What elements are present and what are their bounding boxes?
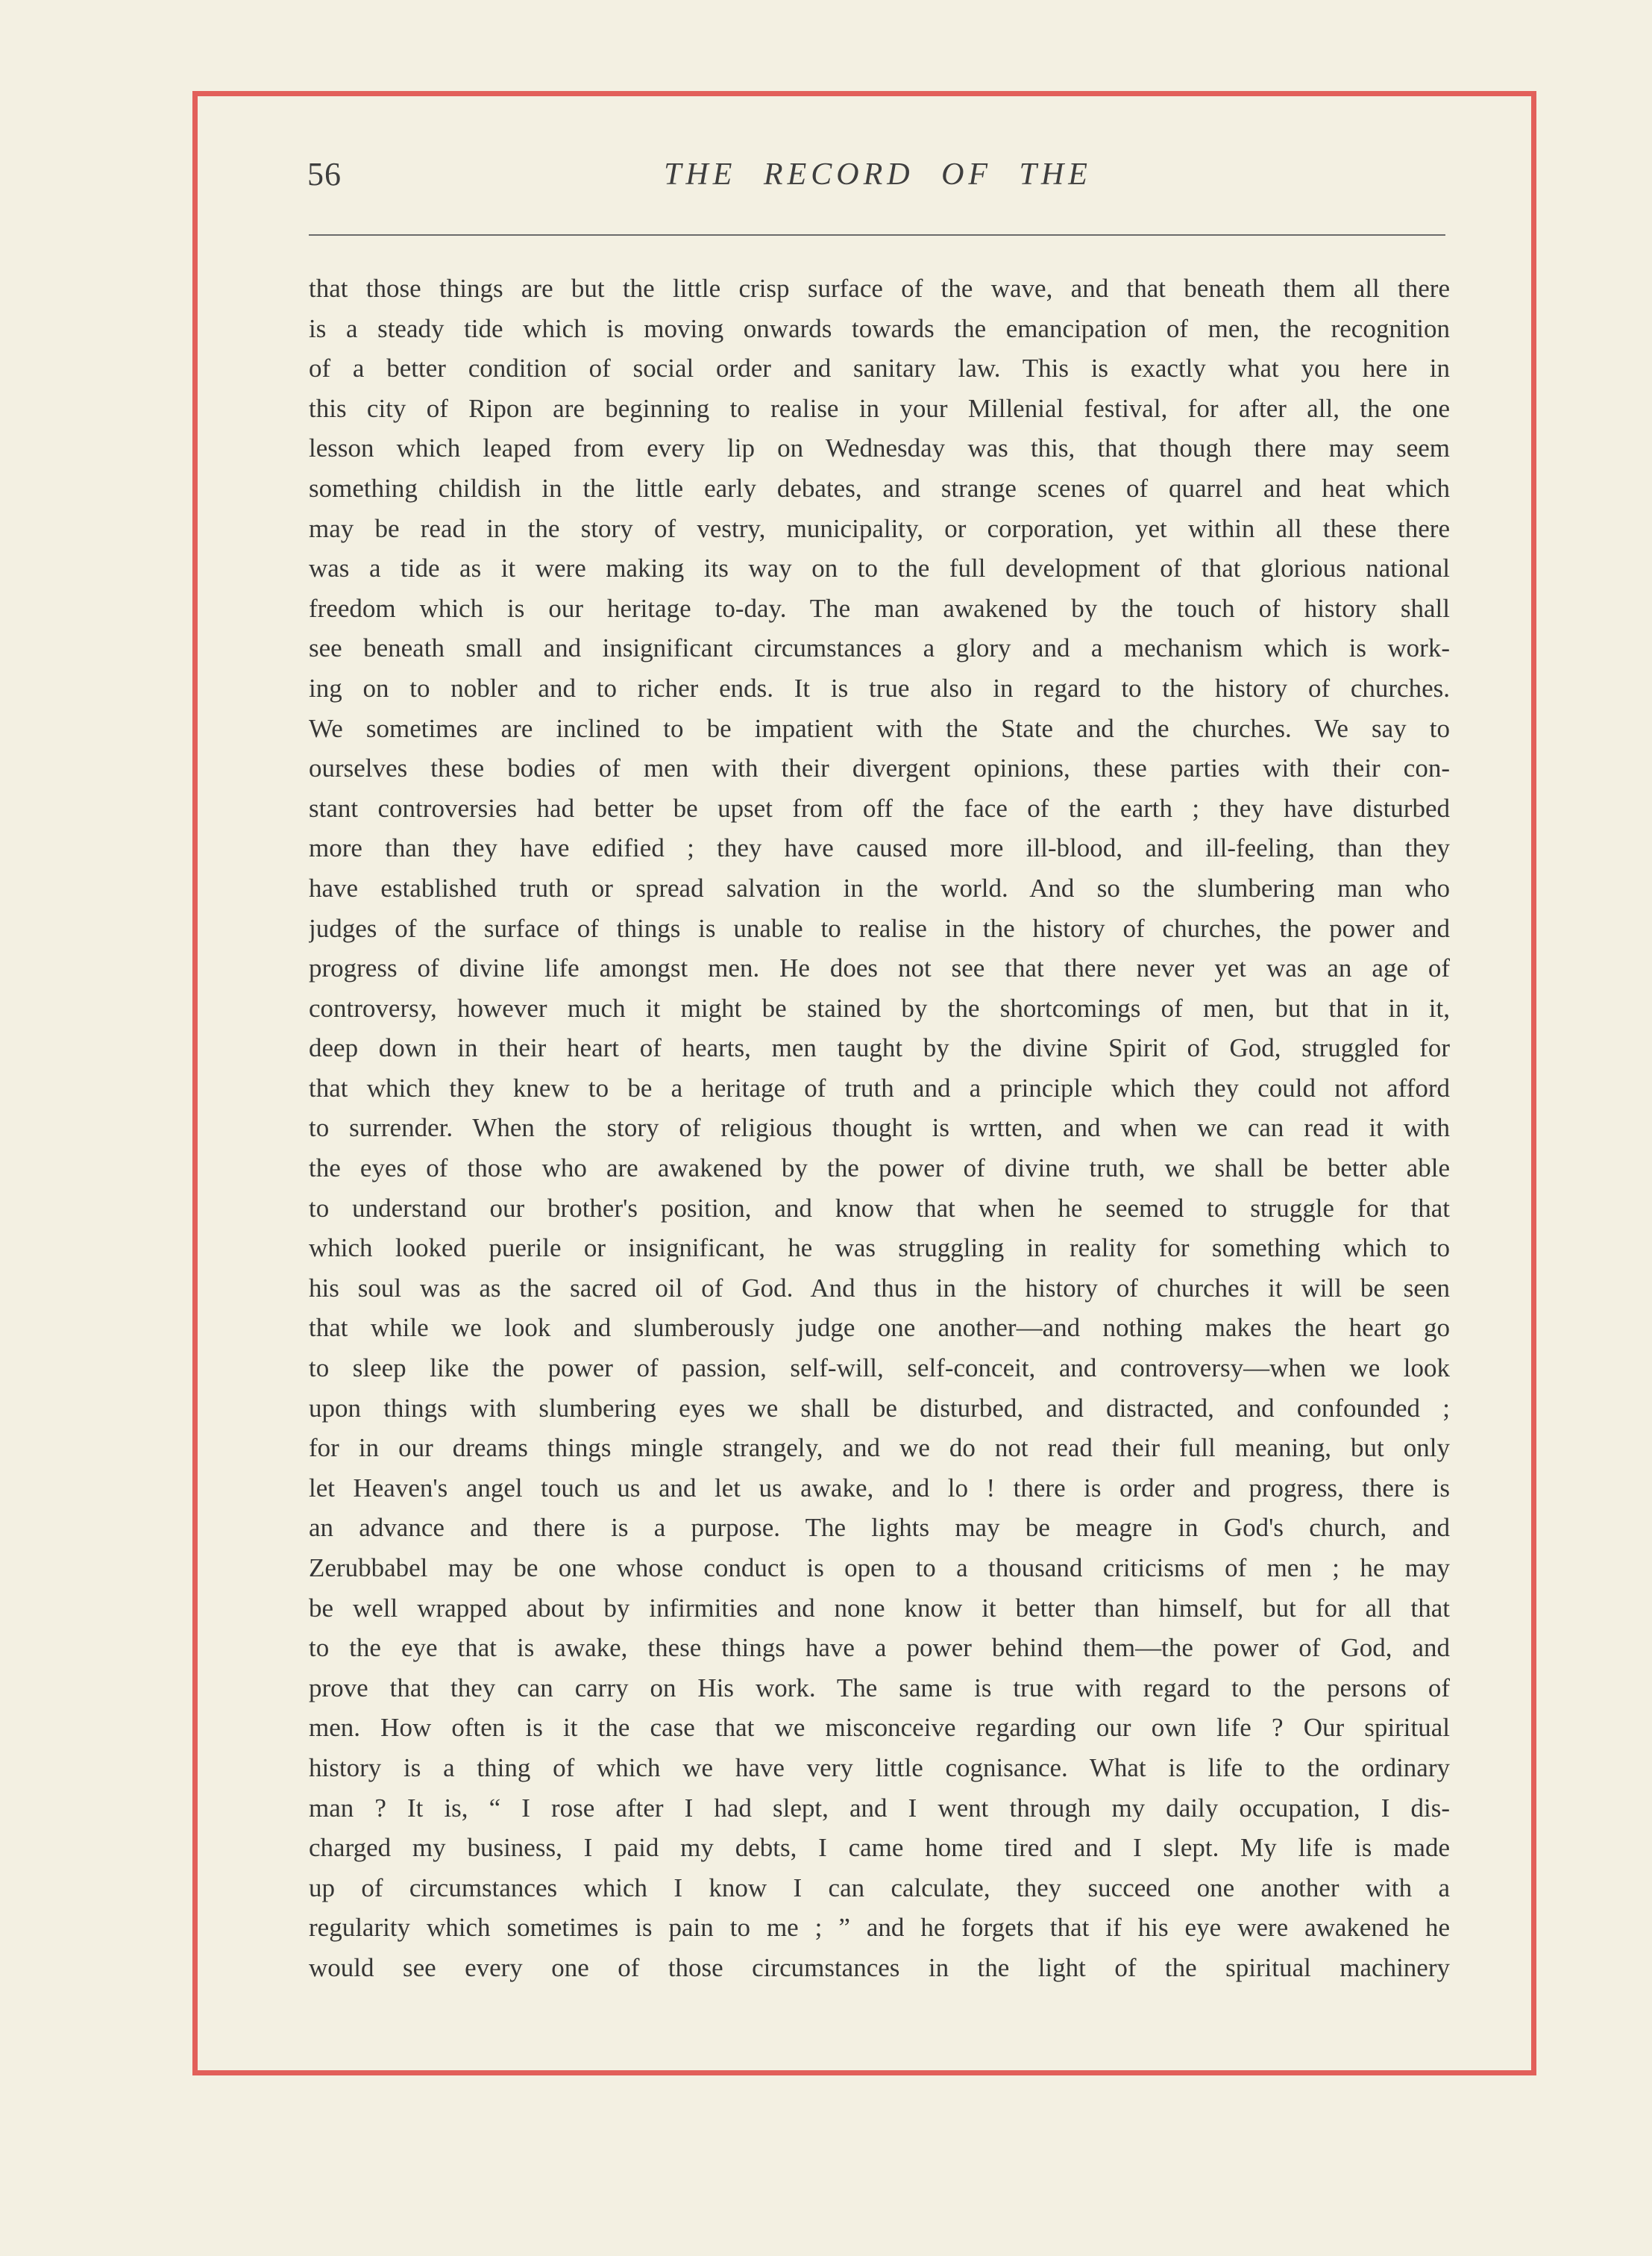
body-line: to surrender. When the story of religious thought is wrtten, and when we can read it with — [309, 1113, 1450, 1143]
body-line: man ? It is, “ I rose after I had slept, and I went through my daily occupation, I dis- — [309, 1793, 1450, 1823]
page-number: 56 — [307, 156, 342, 192]
body-line: ing on to nobler and to richer ends. It is true also in regard to the history of churches. — [309, 673, 1450, 703]
body-line: deep down in their heart of hearts, men taught by the divine Spirit of God, struggled for — [309, 1033, 1450, 1063]
body-line: was a tide as it were making its way on to the full development of that glorious national — [309, 554, 1450, 583]
body-line: see beneath small and insignificant circumstances a glory and a mechanism which is work- — [309, 633, 1450, 663]
body-line: the eyes of those who are awakened by the power of divine truth, we shall be better able — [309, 1153, 1450, 1183]
body-line: that those things are but the little crisp surface of the wave, and that beneath them all there — [309, 274, 1450, 303]
body-line: up of circumstances which I know I can calculate, they succeed one another with a — [309, 1873, 1450, 1902]
body-line: ourselves these bodies of men with their divergent opinions, these parties with their con- — [309, 753, 1450, 783]
body-text — [309, 269, 1450, 1988]
body-line: upon things with slumbering eyes we shall be disturbed, and distracted, and confounded ; — [309, 1393, 1450, 1423]
body-line: freedom which is our heritage to-day. The man awakened by the touch of history shall — [309, 593, 1450, 623]
body-line: that while we look and slumberously judge one another—and nothing makes the heart go — [309, 1313, 1450, 1343]
body-line: charged my business, I paid my debts, I came home tired and I slept. My life is made — [309, 1833, 1450, 1863]
body-line: regularity which sometimes is pain to me ; ” and he forgets that if his eye were awakened he — [309, 1913, 1450, 1943]
body-line: would see every one of those circumstances in the light of the spiritual machinery — [309, 1952, 1450, 1982]
body-line: We sometimes are inclined to be impatient with the State and the churches. We say to — [309, 713, 1450, 743]
body-line: this city of Ripon are beginning to realise in your Millenial festival, for after all, the one — [309, 393, 1450, 423]
body-line: of a better condition of social order and sanitary law. This is exactly what you here in — [309, 354, 1450, 383]
body-line: may be read in the story of vestry, municipality, or corporation, yet within all these there — [309, 513, 1450, 543]
body-line: prove that they can carry on His work. The same is true with regard to the persons of — [309, 1673, 1450, 1702]
body-line: progress of divine life amongst men. He does not see that there never yet was an age of — [309, 953, 1450, 983]
body-line: to understand our brother's position, and know that when he seemed to struggle for that — [309, 1193, 1450, 1223]
body-line: is a steady tide which is moving onwards towards the emancipation of men, the recognition — [309, 313, 1450, 343]
body-line: controversy, however much it might be stained by the shortcomings of men, but that in it, — [309, 993, 1450, 1023]
body-line: men. How often is it the case that we misconceive regarding our own life ? Our spiritual — [309, 1713, 1450, 1743]
header-rule — [309, 234, 1445, 236]
body-line: more than they have edified ; they have caused more ill-blood, and ill-feeling, than they — [309, 833, 1450, 863]
body-line: Zerubbabel may be one whose conduct is open to a thousand criticisms of men ; he may — [309, 1553, 1450, 1582]
body-line: judges of the surface of things is unable to realise in the history of churches, the power and — [309, 913, 1450, 943]
body-line: something childish in the little early debates, and strange scenes of quarrel and heat which — [309, 473, 1450, 503]
body-line: an advance and there is a purpose. The lights may be meagre in God's church, and — [309, 1513, 1450, 1543]
body-line: let Heaven's angel touch us and let us awake, and lo ! there is order and progress, there is — [309, 1473, 1450, 1503]
body-line: stant controversies had better be upset from off the face of the earth ; they have disturbed — [309, 793, 1450, 823]
body-line: for in our dreams things mingle strangely, and we do not read their full meaning, but only — [309, 1433, 1450, 1463]
body-line: his soul was as the sacred oil of God. And thus in the history of churches it will be seen — [309, 1273, 1450, 1303]
body-line: to sleep like the power of passion, self-will, self-conceit, and controversy—when we look — [309, 1353, 1450, 1383]
body-line: which looked puerile or insignificant, he was struggling in reality for something which to — [309, 1233, 1450, 1263]
body-line: be well wrapped about by infirmities and none know it better than himself, but for all that — [309, 1593, 1450, 1623]
running-title: THE RECORD OF THE — [664, 157, 1092, 192]
body-line: that which they knew to be a heritage of truth and a principle which they could not afford — [309, 1073, 1450, 1103]
body-line: lesson which leaped from every lip on Wednesday was this, that though there may seem — [309, 433, 1450, 463]
body-line: have established truth or spread salvation in the world. And so the slumbering man who — [309, 873, 1450, 903]
body-line: history is a thing of which we have very little cognisance. What is life to the ordinary — [309, 1752, 1450, 1782]
body-line: to the eye that is awake, these things have a power behind them—the power of God, and — [309, 1633, 1450, 1663]
